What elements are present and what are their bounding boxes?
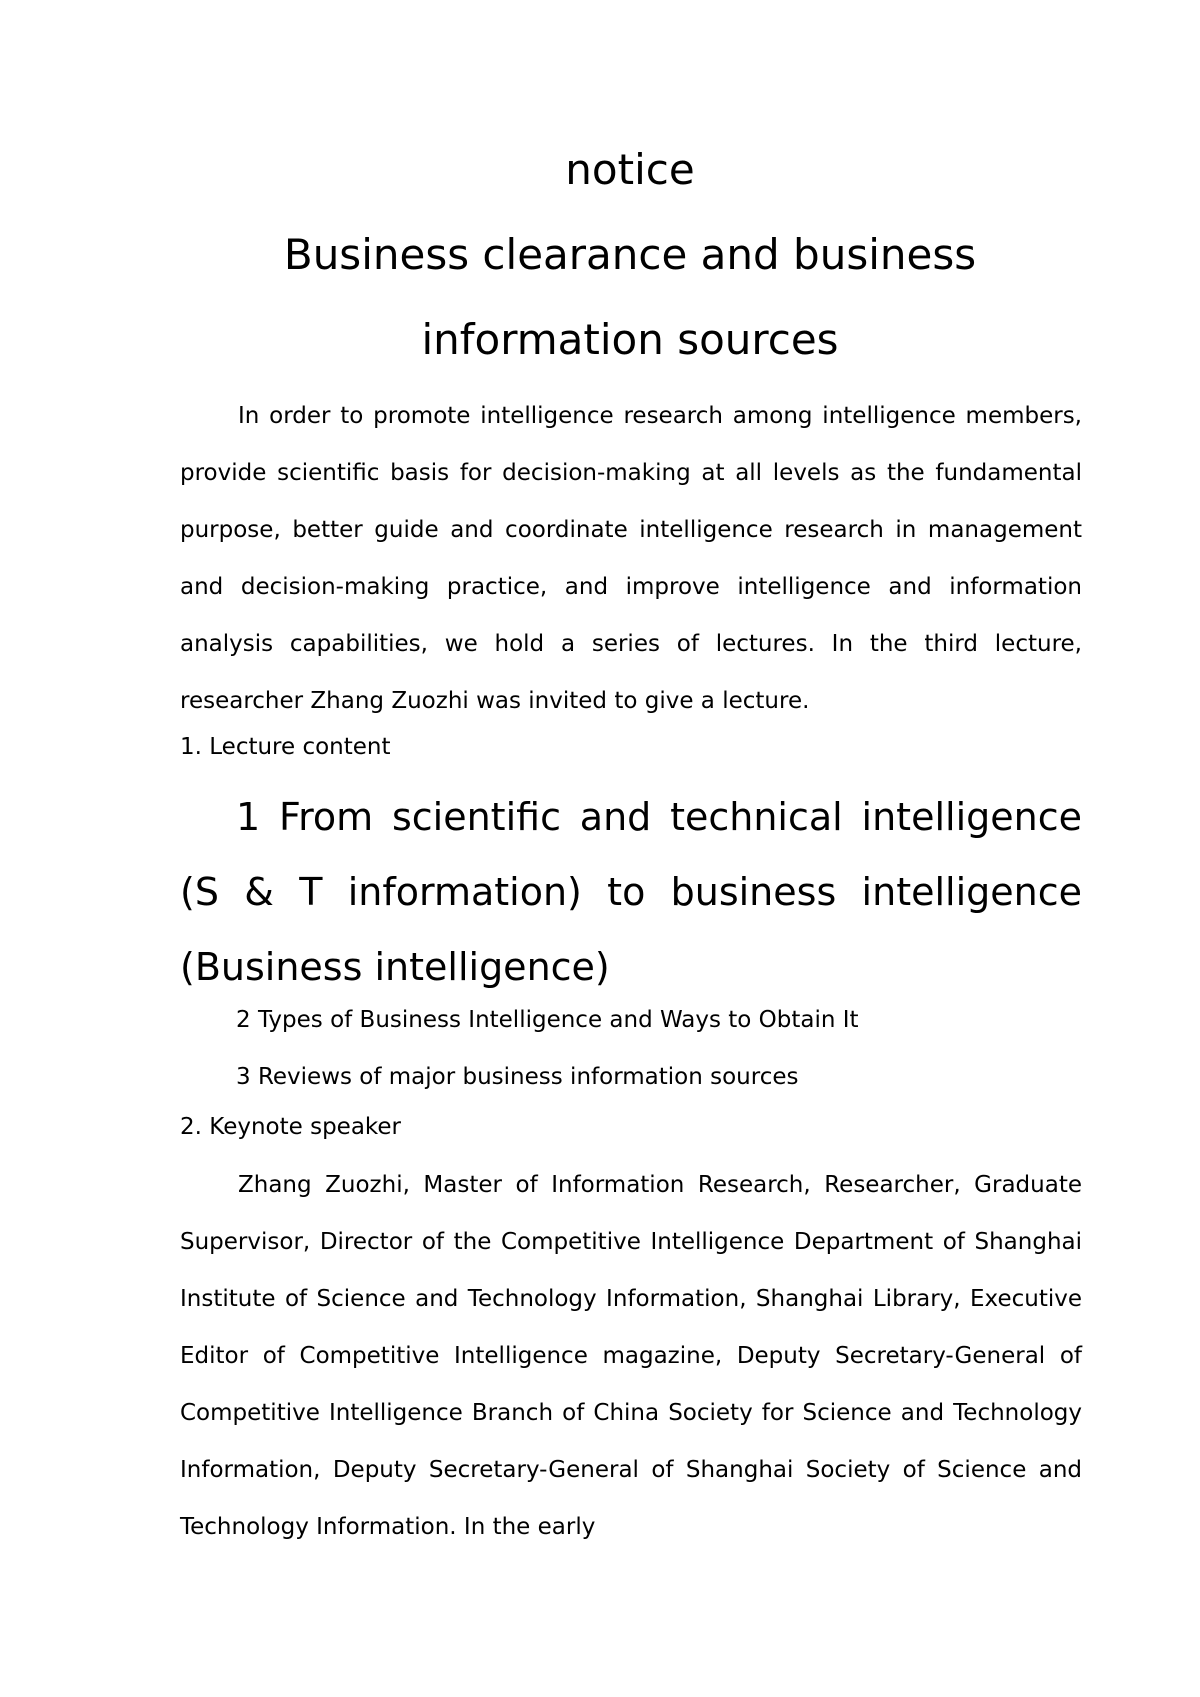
speaker-paragraph: Zhang Zuozhi, Master of Information Research, Researcher, Graduate Supervisor, Director of the Competitive Intelligence Department of Shanghai Institute of Science and Technology Information, Shanghai Library, Executive Editor of Competitive Intelligence magazine, Deputy Secretary-General of Competitive Intelligence Branch of China Society for Science and Technology Information, Deputy Secretary-General of Shanghai Society of Science and Technology Information. In the early: [180, 1172, 1082, 1540]
intro-paragraph: In order to promote intelligence research among intelligence members, provide scientific basis for decision-making at all levels as the fundamental purpose, better guide and coordinate intelligence research in management and decision-making practice, and improve intelligence and information analysis capabilities, we hold a series of lectures. In the third lecture, researcher Zhang Zuozhi was invited to give a lecture.: [180, 403, 1082, 714]
lecture-item-1: 1 From scientific and technical intelligence (S & T information) to business intelligence (Business intelligence): [180, 795, 1082, 989]
lecture-item-2: 2 Types of Business Intelligence and Ways to Obtain It: [236, 1007, 859, 1033]
section-heading-keynote-speaker: 2. Keynote speaker: [180, 1114, 402, 1140]
lecture-item-3: 3 Reviews of major business information sources: [236, 1064, 799, 1090]
document-title-line-2: information sources: [421, 315, 839, 364]
notice-label: notice: [565, 145, 695, 194]
section-heading-lecture-content: 1. Lecture content: [180, 734, 391, 760]
document-title-line-1: Business clearance and business: [283, 230, 977, 279]
